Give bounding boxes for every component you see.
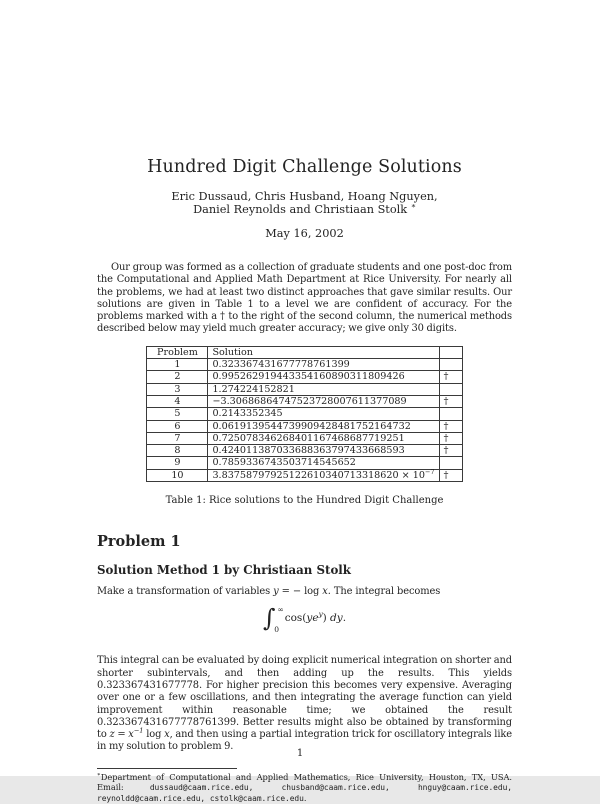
date: May 16, 2002 [265,227,344,240]
table-row [147,457,462,469]
solution-value-cell: $3.83758797925122610340713318620 \times 10^{-7}$ [208,469,439,481]
table-row [147,420,462,432]
column-header-problem: Problem [147,346,208,358]
table-caption: Table 1: Rice solutions to the Hundred Digit Challenge [165,495,444,507]
problem-number-cell: 2 [147,371,208,383]
table-row [147,408,462,420]
footnote-marker-bottom: ∗ [97,771,101,778]
page-title: Hundred Digit Challenge Solutions [147,157,462,177]
section-heading-problem-1: Problem 1 [97,533,181,551]
problem-number-cell: 5 [147,408,208,420]
table-row [147,395,462,407]
problem-number-cell: 7 [147,432,208,444]
page-number: 1 [296,748,304,759]
solution-value-cell: 0.995262919443354160890311809426 [208,371,439,383]
problem1-lead-line: Make a transformation of variables y = − log x. The integral becomes [97,586,441,598]
authors-line-1: Eric Dussaud, Chris Husband, Hoang Nguyen, [171,190,438,203]
solution-value-cell: 0.424011387033688363797433668593 [208,445,439,457]
dagger-empty [439,408,462,420]
column-header-dagger [439,346,462,358]
authors-block [97,190,512,216]
footnote [97,768,512,804]
dagger-mark: † [439,445,462,457]
solution-value-cell: 0.725078346268401167468687719251 [208,432,439,444]
authors-line-2 [97,203,512,216]
problem-number-cell: 9 [147,457,208,469]
problem-number-cell: 6 [147,420,208,432]
solution-value-cell: −3.30686864747523728007611377089 [208,395,439,407]
footnote-text: Department of Computational and Applied Mathematics, Rice University, Houston, TX, USA. Email: [97,771,512,792]
dagger-mark: † [439,420,462,432]
table-row [147,469,462,481]
integral-body: $\cos(ye^y)$ dy. [284,609,347,625]
problem-number-cell: 4 [147,395,208,407]
problem1-body-paragraph: This integral can be evaluated by doing explicit numerical integration on shorter and shorter subintervals, and then adding up the results. This yields 0.323367431677778. For higher precision this becomes very expensive. Averaging over one or a few oscillations, and then integrating the average function can yield improvement within reasonable time; we obtained the result 0.323367431677778761399. Better results might also be obtained by transforming to $z = x^{-1}$ log x, and then using a partial integration trick for oscillatory integrals like in my solution to problem 9. [97,655,513,753]
dagger-empty [439,457,462,469]
integral-upper-limit: ∞ [277,604,284,614]
table-row [147,445,462,457]
solution-exponent: −7 [424,467,435,476]
problem-number-cell: 10 [147,469,208,481]
solution-value-cell: 0.0619139544739909428481752164732 [208,420,439,432]
table-row [147,359,462,371]
integral-formula [97,603,512,633]
solution-value-cell: 0.2143352345 [208,408,439,420]
table-row [147,432,462,444]
problem-number-cell: 1 [147,359,208,371]
dagger-empty [439,359,462,371]
subsection-heading-solution-method-1: Solution Method 1 by Christiaan Stolk [97,563,351,578]
column-header-solution: Solution [208,346,439,358]
solutions-table-zone [97,346,512,482]
integral-sign: ∫ [262,604,276,633]
dagger-mark: † [439,371,462,383]
solution-value-cell: 1.274224152821 [208,383,439,395]
footnote-suffix: . [303,792,307,803]
table-row [147,383,462,395]
solutions-table-body [147,359,462,482]
footnote-emails: dussaud@caam.rice.edu, chusband@caam.rice.edu, hnguy@caam.rice.edu, reynoldd@caam.rice.edu, cstolk@caam.rice.edu [97,782,512,803]
dagger-mark: † [439,432,462,444]
problem-number-cell: 3 [147,383,208,395]
dagger-empty [439,383,462,395]
footnote-marker: ∗ [410,201,416,211]
integral-limits [274,604,284,634]
problem-number-cell: 8 [147,445,208,457]
solution-value-cell: 0.7859336743503714545652 [208,457,439,469]
table-header-row [147,346,462,358]
intro-paragraph: Our group was formed as a collection of graduate students and one post-doc from the Computational and Applied Math Department at Rice University. For nearly all the problems, we had at least two distinct approaches that gave similar results. Our solutions are given in Table 1 to a level we are confident of accuracy. For the problems marked with a † to the right of the second column, the numerical methods described below may yield much greater accuracy; we give only 30 digits. [97,262,512,335]
table-row [147,371,462,383]
authors-line-2-text: Daniel Reynolds and Christiaan Stolk [193,203,408,216]
integral-lower-limit: 0 [274,624,279,634]
footnote-rule [97,768,237,769]
dagger-mark: † [439,469,462,481]
solutions-table [146,346,462,482]
solution-value-cell: 0.323367431677778761399 [208,359,439,371]
dagger-mark: † [439,395,462,407]
